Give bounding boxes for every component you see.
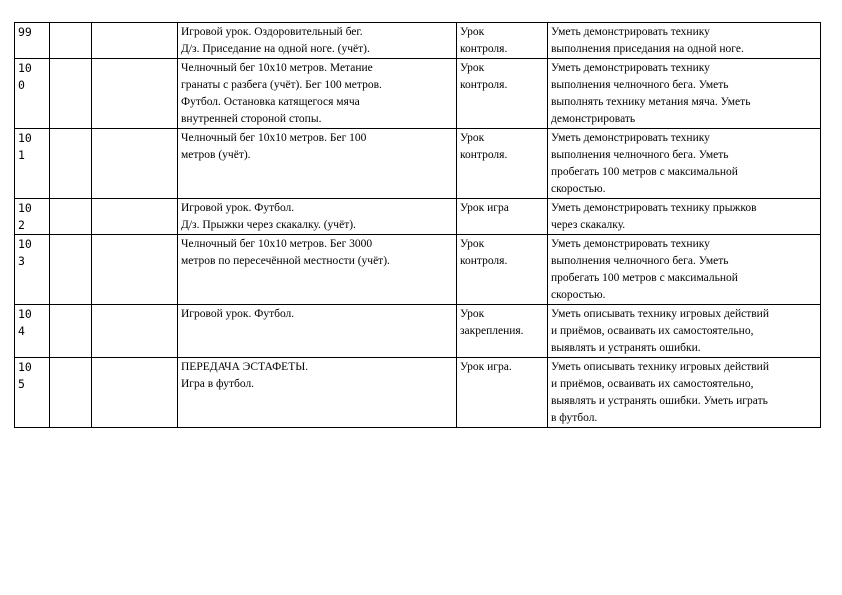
table-row [15, 23, 821, 59]
actual-date-cell [92, 59, 178, 129]
planned-date-cell [50, 358, 92, 428]
lesson-requirements: Уметь демонстрировать технику выполнения челночного бега. Уметь пробегать 100 метров с максимальной скоростью. [548, 235, 821, 305]
lesson-topic: Игровой урок. Футбол. Д/з. Прыжки через скакалку. (учёт). [178, 199, 457, 235]
lesson-topic: Игровой урок. Оздоровительный бег. Д/з. Приседание на одной ноге. (учёт). [178, 23, 457, 59]
actual-date-cell [92, 358, 178, 428]
planned-date-cell [50, 129, 92, 199]
lesson-type: Урок контроля. [457, 235, 548, 305]
lesson-number: 10 0 [15, 59, 50, 129]
lesson-topic: Челночный бег 10х10 метров. Метание гранаты с разбега (учёт). Бег 100 метров. Футбол. Остановка катящегося мяча внутренней стороной стопы. [178, 59, 457, 129]
lesson-topic: Игровой урок. Футбол. [178, 305, 457, 358]
lesson-topic: ПЕРЕДАЧА ЭСТАФЕТЫ. Игра в футбол. [178, 358, 457, 428]
lesson-type: Урок контроля. [457, 23, 548, 59]
planned-date-cell [50, 199, 92, 235]
table-row [15, 235, 821, 305]
lesson-type: Урок игра. [457, 358, 548, 428]
lesson-number: 10 5 [15, 358, 50, 428]
lesson-number: 10 2 [15, 199, 50, 235]
lesson-type: Урок контроля. [457, 59, 548, 129]
lesson-topic: Челночный бег 10х10 метров. Бег 3000 метров по пересечённой местности (учёт). [178, 235, 457, 305]
table-row [15, 59, 821, 129]
lesson-requirements: Уметь демонстрировать технику выполнения челночного бега. Уметь пробегать 100 метров с максимальной скоростью. [548, 129, 821, 199]
lesson-topic: Челночный бег 10х10 метров. Бег 100 метров (учёт). [178, 129, 457, 199]
lesson-type: Урок контроля. [457, 129, 548, 199]
lesson-requirements: Уметь описывать технику игровых действий и приёмов, осваивать их самостоятельно, выявлять и устранять ошибки. [548, 305, 821, 358]
table-row [15, 305, 821, 358]
table-row [15, 199, 821, 235]
lesson-type: Урок игра [457, 199, 548, 235]
actual-date-cell [92, 23, 178, 59]
actual-date-cell [92, 199, 178, 235]
table-row [15, 129, 821, 199]
planned-date-cell [50, 235, 92, 305]
lesson-type: Урок закрепления. [457, 305, 548, 358]
lesson-number: 10 4 [15, 305, 50, 358]
lesson-requirements: Уметь демонстрировать технику выполнения челночного бега. Уметь выполнять технику метания мяча. Уметь демонстрировать [548, 59, 821, 129]
lesson-number: 10 3 [15, 235, 50, 305]
lesson-requirements: Уметь демонстрировать технику прыжков через скакалку. [548, 199, 821, 235]
lesson-number: 99 [15, 23, 50, 59]
lesson-plan-body [15, 23, 821, 428]
planned-date-cell [50, 23, 92, 59]
lesson-requirements: Уметь демонстрировать технику выполнения приседания на одной ноге. [548, 23, 821, 59]
actual-date-cell [92, 305, 178, 358]
actual-date-cell [92, 129, 178, 199]
lesson-requirements: Уметь описывать технику игровых действий и приёмов, осваивать их самостоятельно, выявлять и устранять ошибки. Уметь играть в футбол. [548, 358, 821, 428]
lesson-plan-table [14, 22, 821, 428]
table-row [15, 358, 821, 428]
lesson-number: 10 1 [15, 129, 50, 199]
planned-date-cell [50, 305, 92, 358]
planned-date-cell [50, 59, 92, 129]
actual-date-cell [92, 235, 178, 305]
